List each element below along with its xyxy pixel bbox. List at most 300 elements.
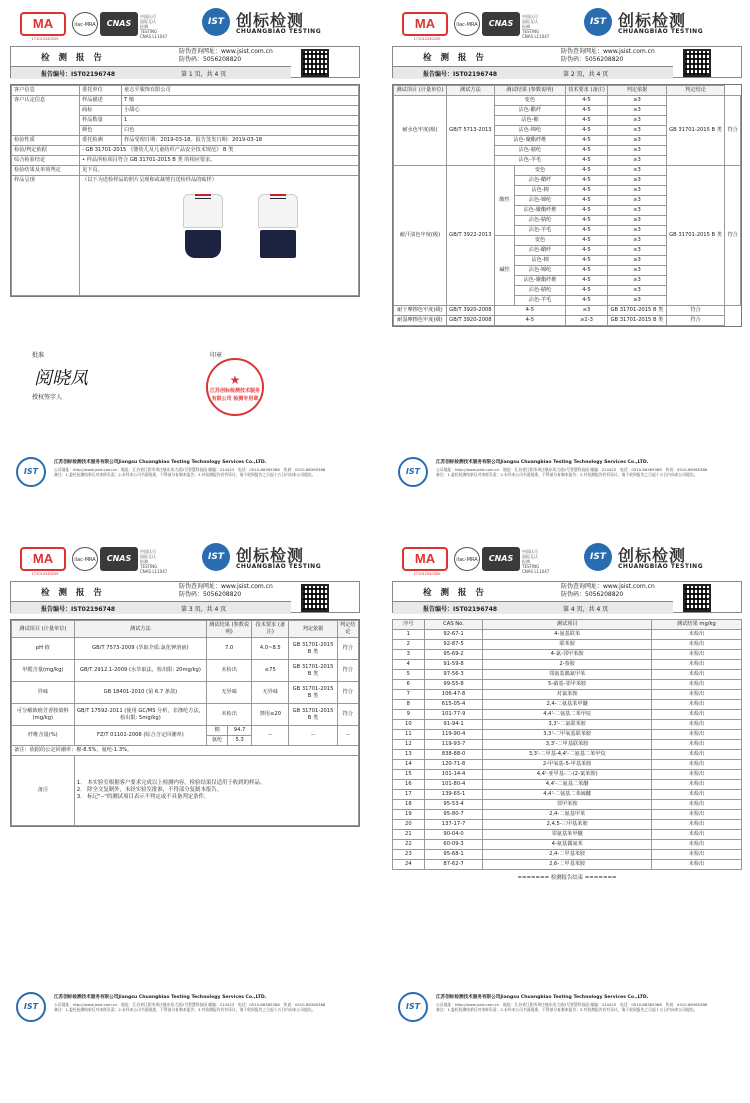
table-cell: 邻甲苯胺	[483, 800, 651, 810]
ist-logo: IST	[202, 543, 230, 571]
anti-fake-info: 防伪查询网址：www.jsist.com.cn 防伪码：5056208820	[179, 48, 273, 63]
company-address: 公司地址：http://www.jsist.com.cn 地址：江苏省江阴市周庄镇东风大道2号智慧科技园 邮编：214423 电话：0510-86365388 传真：0510-86365388 备注：1.委托检测结果仅对来样负责；2.未经本公司书面批准，不得部分复制本报告；3.对检测报告若有异议，请于收到报告之日起十五日内向本公司提出。	[54, 1002, 326, 1012]
table-cell: 沾色-锦纶	[494, 126, 565, 136]
table-cell: 邻氨基苯甲醚	[483, 830, 651, 840]
table-cell: GB 31701-2015 B 类	[666, 166, 725, 306]
table-cell: 氨纶	[207, 736, 228, 746]
table-row	[12, 682, 359, 704]
table-cell: 95-53-4	[424, 800, 483, 810]
table-row	[394, 316, 741, 326]
table-cell: 符合	[337, 704, 358, 726]
table-cell: 16	[393, 780, 425, 790]
report-header	[10, 537, 360, 579]
table-cell: 沾色-锦纶	[515, 266, 565, 276]
table-row	[393, 700, 742, 710]
table-cell: 备注	[12, 756, 75, 826]
table-cell: 4-氯-邻甲苯胺	[483, 650, 651, 660]
table-row	[393, 810, 742, 820]
company-name: 江苏创标检测技术服务有限公司Jiangsu Chuangbiao Testing Technology Services Co.,LTD.	[54, 460, 267, 465]
table-cell: 沾色-羊毛	[494, 156, 565, 166]
table-cell: ≥3	[608, 276, 667, 286]
table-cell: 碱性	[494, 236, 514, 306]
table-cell: 未检出	[651, 710, 741, 720]
table-cell: 沾色-棉	[494, 116, 565, 126]
table-cell: 4-5	[565, 126, 607, 136]
table-cell: 838-88-0	[424, 750, 483, 760]
table-cell: 未检出	[651, 840, 741, 850]
table-cell: 4-5	[565, 176, 607, 186]
table-row	[393, 770, 742, 780]
table-cell: 未检出	[651, 720, 741, 730]
ist-footer-logo: IST	[16, 992, 46, 1022]
table-cell: 2,4-二甲基苯胺	[483, 850, 651, 860]
table-cell: 判定结论	[666, 86, 725, 96]
table-cell: 未检出	[651, 640, 741, 650]
table-cell: 137-17-7	[424, 820, 483, 830]
table-cell: 101-14-4	[424, 770, 483, 780]
table-cell: GB 31701-2015 B 类	[289, 682, 337, 704]
table-cell: 沾色-醋纤	[515, 246, 565, 256]
table-cell: 异味	[12, 682, 75, 704]
table-cell: pH 值	[12, 638, 75, 660]
table-cell: ≥3	[608, 156, 667, 166]
table-row	[393, 640, 742, 650]
amine-table	[392, 619, 742, 881]
table-cell: 联苯胺	[483, 640, 651, 650]
anti-fake-info: 防伪查询网址：www.jsist.com.cn 防伪码：5056208820	[179, 583, 273, 598]
table-cell: 符合	[725, 166, 741, 306]
ilac-logo: ilac-MRA	[72, 547, 98, 571]
table-cell: 2-甲氧基-5-甲基苯胺	[483, 760, 651, 770]
table-cell: 12	[393, 740, 425, 750]
table-cell: 测试结果 mg/kg	[651, 620, 741, 630]
table-cell: 变色	[515, 236, 565, 246]
table-header-row	[394, 86, 741, 96]
table-cell: 未检出	[651, 780, 741, 790]
qr-code	[683, 49, 711, 77]
sample-photo-cell: （以下为送检样品的照片呈现和或裁剪自送检样品的贴样）	[80, 176, 359, 296]
table-cell: 95-80-7	[424, 810, 483, 820]
table-cell: 14	[393, 760, 425, 770]
ilac-logo: ilac-MRA	[454, 12, 480, 36]
table-cell: 对氯苯胺	[483, 690, 651, 700]
table-cell: 90-04-0	[424, 830, 483, 840]
stamp-label: 印章	[210, 352, 223, 359]
ist-footer-logo: IST	[398, 992, 428, 1022]
report-page-3	[10, 537, 360, 1077]
table-cell: 纤维含量(%)	[12, 726, 75, 746]
table-row	[393, 860, 742, 870]
report-page-2	[392, 2, 742, 542]
table-row	[393, 790, 742, 800]
ma-logo: MA 171012340209	[402, 12, 448, 36]
table-row	[393, 760, 742, 770]
report-number: 报告编号：IST02196748	[41, 606, 116, 613]
table-row	[12, 704, 359, 726]
table-cell: 15	[393, 770, 425, 780]
table-cell: 4-氨基偶氮苯	[483, 840, 651, 850]
table-cell: ≥3	[608, 236, 667, 246]
table-cell: GB 31701-2015 B 类	[289, 704, 337, 726]
table-row	[393, 730, 742, 740]
table-row	[393, 740, 742, 750]
table-cell: 沾色-聚酯纤维	[515, 206, 565, 216]
table-cell: 沾色-羊毛	[515, 296, 565, 306]
table-cell: 测试方法	[74, 621, 206, 638]
table-row	[393, 630, 742, 640]
report-number: 报告编号：IST02196748	[41, 71, 116, 78]
table-cell: 沾色-棉	[515, 256, 565, 266]
ist-logo: IST	[584, 543, 612, 571]
table-cell: 测试结果 (参数说明)	[494, 86, 565, 96]
table-cell: 9	[393, 710, 425, 720]
remark-line: 3. 标记"--"的测试项目表示不判定或不具备判定条件。	[76, 794, 210, 800]
table-cell: 94.7	[228, 726, 252, 736]
table-cell: ≥3	[608, 166, 667, 176]
report-header	[392, 2, 742, 44]
table-row	[393, 840, 742, 850]
table-cell: 未检出	[651, 760, 741, 770]
brand-name-en: CHUANGBIAO TESTING	[618, 28, 704, 35]
table-cell: 邻氨基偶氮甲苯	[483, 670, 651, 680]
table-row	[12, 746, 359, 756]
table-cell: 未检出	[651, 820, 741, 830]
brand-name-en: CHUANGBIAO TESTING	[236, 563, 322, 570]
table-cell: 92-67-1	[424, 630, 483, 640]
table-cell: 91-94-1	[424, 720, 483, 730]
table-cell: 7.0	[207, 638, 252, 660]
table-cell: --	[289, 726, 337, 746]
table-cell: 无异味	[252, 682, 289, 704]
table-cell: 92-87-5	[424, 640, 483, 650]
company-name: 江苏创标检测技术服务有限公司Jiangsu Chuangbiao Testing Technology Services Co.,LTD.	[436, 460, 649, 465]
report-title: 检 测 报 告	[41, 588, 105, 598]
report-page-4	[392, 537, 742, 1077]
table-row	[394, 96, 741, 106]
table-cell: 2,4,5-三甲基苯胺	[483, 820, 651, 830]
table-cell: 未检出	[651, 700, 741, 710]
cnas-text: 中国认可 国际互认 检测 TESTING CNAS L11047	[522, 549, 550, 574]
table-cell: 判定结论	[337, 621, 358, 638]
table-cell: 6	[393, 680, 425, 690]
table-cell: 棉	[207, 726, 228, 736]
table-cell: ≥3	[608, 196, 667, 206]
table-cell: 97-56-3	[424, 670, 483, 680]
table-cell: 4-5	[565, 226, 607, 236]
table-cell: 沾色-腈纶	[494, 146, 565, 156]
report-title: 检 测 报 告	[423, 588, 487, 598]
cnas-logo: CNAS	[482, 547, 520, 571]
table-cell: 变色	[494, 96, 565, 106]
remark-line: 2. 除全文复制外，未经实验室批准，不得部分复制本报告。	[76, 787, 223, 793]
table-cell: GB 31701-2015 B 类	[289, 638, 337, 660]
report-number: 报告编号：IST02196748	[423, 606, 498, 613]
table-cell: 测试项目 (计量单位)	[12, 621, 75, 638]
report-title-bar	[10, 46, 360, 78]
official-stamp: ★ 江苏创标检测技术服务有限公司 检测专用章	[206, 358, 264, 416]
report-title-bar	[392, 581, 742, 613]
table-cell: 耐干摩擦色牢度(级)	[394, 306, 447, 316]
table-cell: 4,4'-二氨基二苯醚	[483, 780, 651, 790]
report-header	[392, 537, 742, 579]
table-cell: 4-5	[565, 216, 607, 226]
table-cell: 13	[393, 750, 425, 760]
report-footer	[392, 992, 742, 1032]
table-cell: 无异味	[207, 682, 252, 704]
table-cell: CAS No.	[424, 620, 483, 630]
ist-footer-logo: IST	[398, 457, 428, 487]
table-cell: 符合	[337, 638, 358, 660]
table-cell: ≥3	[608, 96, 667, 106]
table-cell: 未检出	[651, 770, 741, 780]
table-cell: 60-09-3	[424, 840, 483, 850]
table-cell: 禁用≤20	[252, 704, 289, 726]
table-cell: 5-硝基-邻甲苯胺	[483, 680, 651, 690]
table-row	[393, 750, 742, 760]
page-number: 第 1 页，共 4 页	[181, 71, 227, 78]
table-cell: ≥3	[608, 246, 667, 256]
table-cell: ≥3	[608, 106, 667, 116]
table-cell: ≥3	[608, 176, 667, 186]
table-cell: 8	[393, 700, 425, 710]
table-row	[394, 166, 741, 176]
table-row	[394, 306, 741, 316]
customer-info-table: 客户信息 委托单位 童志平服饰有限公司 客户认定信息 样品描述 T 恤 商标 小甜心 样品数量 1 颜色 白色 检验性质 委托检测 样品受理日期：2019-03-18。报告签发日期：2019-03-18 检验/判定依据 - GB 31701-2015 《婴幼儿及儿童纺织产品安全技术规范》 B 类 综合检验结论 • 样品所检项目符合 GB 31701-2015 B 类 的相应要求。 检验结果及单项判定 见下页。 样品呈现 （以下为送检样品的照片呈现和或裁剪自送检样品的贴样）	[10, 84, 360, 297]
signer-label: 授权签字人	[32, 394, 63, 401]
remark-line: 1. 本实验室根据客户要求完成以上检测内容，检验结果仅适用于收到的样品。	[76, 780, 266, 786]
table-cell: 沾色-锦纶	[515, 196, 565, 206]
table-cell: ≥3	[608, 116, 667, 126]
table-cell: 未检出	[651, 660, 741, 670]
table-cell: 120-71-8	[424, 760, 483, 770]
table-cell: ≥3	[608, 266, 667, 276]
table-cell: ≥3	[608, 126, 667, 136]
table-cell: 沾色-聚酯纤维	[515, 276, 565, 286]
table-row	[393, 800, 742, 810]
cnas-text: 中国认可 国际互认 检测 TESTING CNAS L11047	[522, 14, 550, 39]
qr-code	[301, 584, 329, 612]
report-title: 检 测 报 告	[423, 53, 487, 63]
table-cell: 4-5	[565, 106, 607, 116]
table-cell: 未检出	[207, 704, 252, 726]
report-page-1	[10, 2, 360, 542]
company-address: 公司地址：http://www.jsist.com.cn 地址：江苏省江阴市周庄镇东风大道2号智慧科技园 邮编：214423 电话：0510-86365388 传真：0510-86365388 备注：1.委托检测结果仅对来样负责；2.未经本公司书面批准，不得部分复制本报告；3.对检测报告若有异议，请于收到报告之日起十五日内向本公司提出。	[54, 467, 326, 477]
table-cell: 符合	[337, 660, 358, 682]
table-header-row	[393, 620, 742, 630]
table-cell: 2,4-二氨基甲苯	[483, 810, 651, 820]
table-cell: 10	[393, 720, 425, 730]
table-cell: 4-5	[565, 196, 607, 206]
table-cell: 4,4'-二氨基二苯硫醚	[483, 790, 651, 800]
table-cell: 4-5	[565, 206, 607, 216]
table-cell: 95-69-2	[424, 650, 483, 660]
table-cell: GB 31701-2015 B 类	[289, 660, 337, 682]
table-cell: 符合	[725, 96, 741, 166]
table-cell: 沾色-羊毛	[515, 226, 565, 236]
table-row	[393, 660, 742, 670]
ilac-logo: ilac-MRA	[454, 547, 480, 571]
table-cell: 95-68-1	[424, 850, 483, 860]
table-cell: 3,3'-二氯联苯胺	[483, 720, 651, 730]
table-cell: 符合	[666, 306, 725, 316]
table-cell: ≥3	[608, 296, 667, 306]
table-cell: 测试项目 (计量单位)	[394, 86, 447, 96]
table-cell: 未检出	[651, 810, 741, 820]
table-cell: GB/T 17592-2011 (使用 GC/MS 分析，非涤纶方法，检出限: 5mg/kg)	[74, 704, 206, 726]
table-cell: 615-05-4	[424, 700, 483, 710]
table-cell: 4-5	[565, 146, 607, 156]
table-cell: 4-5	[565, 96, 607, 106]
table-cell: 未检出	[651, 680, 741, 690]
table-row	[393, 690, 742, 700]
table-cell: 沾色-醋纤	[515, 176, 565, 186]
table-cell: 3,3'-二甲氧基联苯胺	[483, 730, 651, 740]
table-cell: 未检出	[651, 630, 741, 640]
table-cell: 4-5	[565, 256, 607, 266]
table-cell: ≥3	[565, 306, 607, 316]
table-cell: 未检出	[651, 850, 741, 860]
table-row	[393, 830, 742, 840]
ma-logo: MA 171012340209	[20, 547, 66, 571]
table-row	[12, 638, 359, 660]
table-cell: 4-5	[565, 156, 607, 166]
table-cell: 19	[393, 810, 425, 820]
table-cell: FZ/T 01101-2008 (综合含定回潮率)	[74, 726, 206, 746]
table-cell: 2,4-二氨基苯甲醚	[483, 700, 651, 710]
table-cell: 3,3'-二甲基-4,4'-二氨基二苯甲烷	[483, 750, 651, 760]
report-title: 检 测 报 告	[41, 53, 105, 63]
table-cell: 测试项目	[483, 620, 651, 630]
table-cell: 未检出	[651, 670, 741, 680]
brand-name: 创标检测	[236, 546, 305, 565]
table-row	[393, 780, 742, 790]
approve-label: 批准	[32, 352, 45, 359]
table-cell: 4-5	[565, 276, 607, 286]
table-cell: 甲醛含量(mg/kg)	[12, 660, 75, 682]
brand-name: 创标检测	[618, 11, 687, 30]
cnas-logo: CNAS	[100, 547, 138, 571]
table-cell: 139-65-1	[424, 790, 483, 800]
brand-name: 创标检测	[236, 11, 305, 30]
table-cell: ≥2-3	[565, 316, 607, 326]
table-cell: 4-5	[565, 266, 607, 276]
table-header-row	[12, 621, 359, 638]
table-cell: ≥3	[608, 226, 667, 236]
report-title-bar	[10, 581, 360, 613]
table-cell: 酸性	[494, 166, 514, 236]
table-cell: 23	[393, 850, 425, 860]
table-cell: 4,4'-二氨基二苯甲烷	[483, 710, 651, 720]
table-cell: 4-5	[494, 316, 565, 326]
table-cell: 4-5	[565, 166, 607, 176]
table-cell: 11	[393, 730, 425, 740]
company-name: 江苏创标检测技术服务有限公司Jiangsu Chuangbiao Testing Technology Services Co.,LTD.	[54, 995, 267, 1000]
remarks-cell	[74, 756, 358, 826]
page-number: 第 3 页，共 4 页	[181, 606, 227, 613]
table-row	[393, 850, 742, 860]
report-end-mark: ======= 检测报告结束 =======	[517, 875, 617, 881]
table-cell: --	[337, 726, 358, 746]
table-cell: 判定依据	[289, 621, 337, 638]
table-cell: 87-62-7	[424, 860, 483, 870]
table-cell: 符合	[337, 682, 358, 704]
table-cell: 耐水色牢度(级)	[394, 96, 447, 166]
table-cell: 4-5	[565, 286, 607, 296]
table-cell: 119-90-4	[424, 730, 483, 740]
table-cell: 1	[393, 630, 425, 640]
table-cell: ≥3	[608, 186, 667, 196]
table-cell: ≥3	[608, 216, 667, 226]
page-number: 第 4 页，共 4 页	[563, 606, 609, 613]
brand-name-en: CHUANGBIAO TESTING	[618, 563, 704, 570]
table-cell: GB/T 3922-2013	[446, 166, 494, 306]
cnas-logo: CNAS	[100, 12, 138, 36]
table-cell: 106-47-8	[424, 690, 483, 700]
table-cell: 测试结果 (参数说明)	[207, 621, 252, 638]
table-cell: 5.3	[228, 736, 252, 746]
table-cell: 沾色-聚酯纤维	[494, 136, 565, 146]
table-cell: GB 31701-2015 B 类	[666, 96, 725, 166]
table-cell: 4-5	[565, 186, 607, 196]
brand-name: 创标检测	[618, 546, 687, 565]
company-address: 公司地址：http://www.jsist.com.cn 地址：江苏省江阴市周庄镇东风大道2号智慧科技园 邮编：214423 电话：0510-86365388 传真：0510-86365388 备注：1.委托检测结果仅对来样负责；2.未经本公司书面批准，不得部分复制本报告；3.对检测报告若有异议，请于收到报告之日起十五日内向本公司提出。	[436, 467, 708, 477]
table-cell: 101-80-4	[424, 780, 483, 790]
table-cell: GB/T 3920-2008	[446, 316, 494, 326]
table-cell: ≥3	[608, 286, 667, 296]
table-cell: 未检出	[651, 730, 741, 740]
table-cell: 未检出	[651, 800, 741, 810]
table-cell: 沾色-棉	[515, 186, 565, 196]
table-cell: ≥3	[608, 256, 667, 266]
report-footer	[10, 457, 360, 497]
table-row	[393, 720, 742, 730]
table-cell: 91-59-8	[424, 660, 483, 670]
qr-code	[683, 584, 711, 612]
table-cell: 2-萘胺	[483, 660, 651, 670]
colorfastness-table	[392, 84, 742, 327]
table-cell: 22	[393, 840, 425, 850]
cnas-logo: CNAS	[482, 12, 520, 36]
table-cell: 未检出	[651, 830, 741, 840]
table-cell: 99-55-8	[424, 680, 483, 690]
table-row	[393, 650, 742, 660]
table-cell: 未检出	[651, 750, 741, 760]
report-footer	[10, 992, 360, 1032]
company-name: 江苏创标检测技术服务有限公司Jiangsu Chuangbiao Testing Technology Services Co.,LTD.	[436, 995, 649, 1000]
table-row	[12, 726, 359, 736]
table-cell: 沾色-腈纶	[515, 286, 565, 296]
cnas-text: 中国认可 国际互认 检测 TESTING CNAS L11047	[140, 14, 168, 39]
cnas-text: 中国认可 国际互认 检测 TESTING CNAS L11047	[140, 549, 168, 574]
page-number: 第 2 页，共 4 页	[563, 71, 609, 78]
table-cell: 7	[393, 690, 425, 700]
report-number: 报告编号：IST02196748	[423, 71, 498, 78]
table-cell: ≥3	[608, 146, 667, 156]
table-cell: 可分解致癌芳香胺染料(mg/kg)	[12, 704, 75, 726]
ist-logo: IST	[584, 8, 612, 36]
table-cell: 变色	[515, 166, 565, 176]
table-cell: 耐汗渍色牢度(级)	[394, 166, 447, 306]
table-cell: 4-5	[565, 296, 607, 306]
table-cell: 4,4'-亚甲基-二-(2-氯苯胺)	[483, 770, 651, 780]
table-cell: 序号	[393, 620, 425, 630]
table-cell: 判定依据	[608, 86, 667, 96]
table-cell: 119-93-7	[424, 740, 483, 750]
table-cell: 未检出	[651, 740, 741, 750]
table-cell: GB/T 3920-2008	[446, 306, 494, 316]
table-cell: ≥3	[608, 136, 667, 146]
table-cell: 17	[393, 790, 425, 800]
